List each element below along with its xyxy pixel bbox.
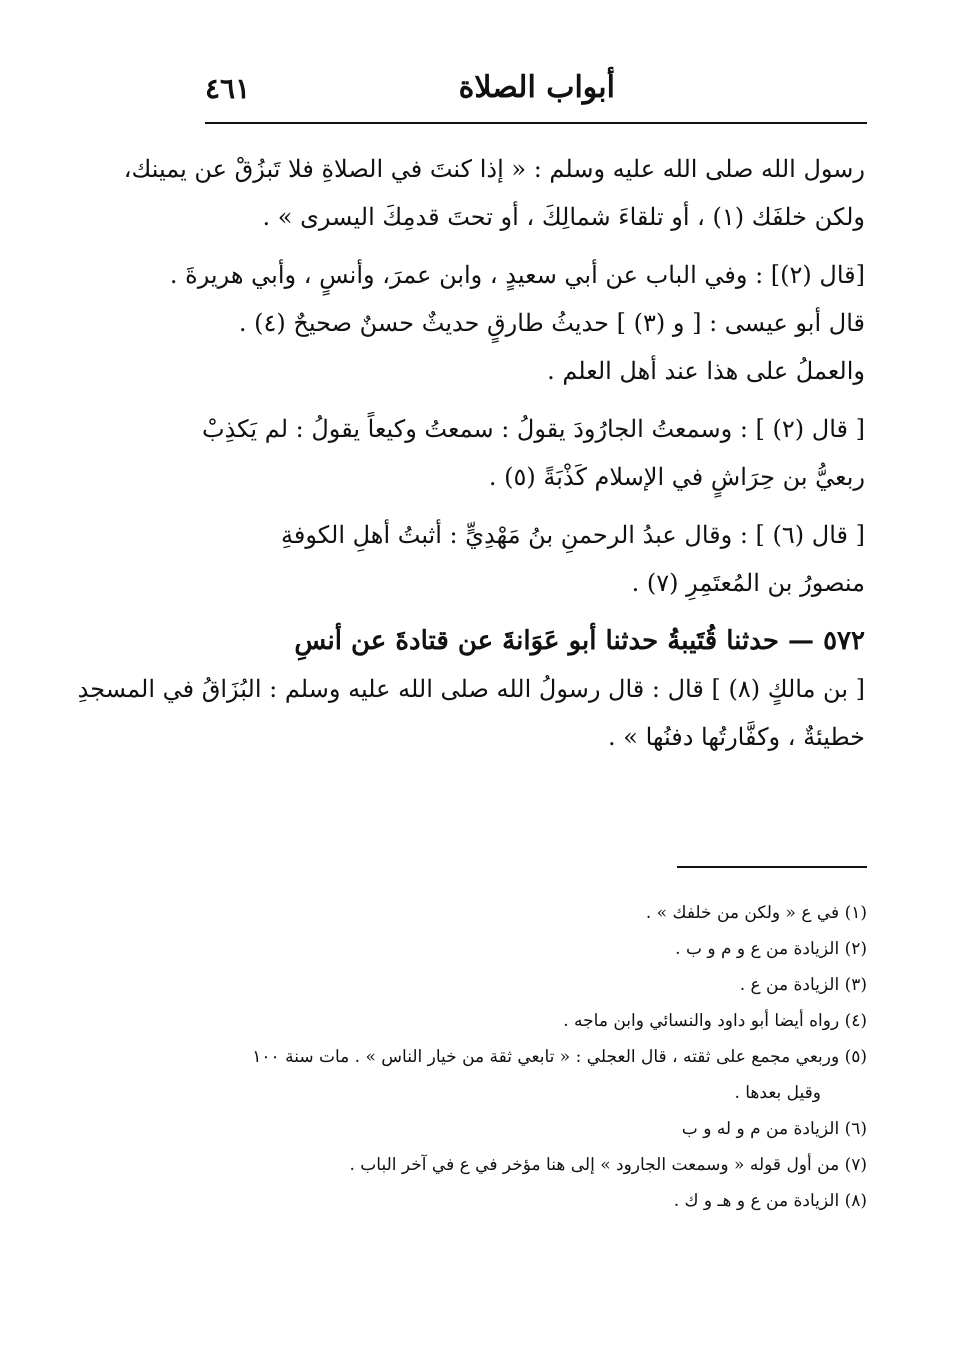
- text-line: منصورُ بن المُعتَمِرِ (٧) .: [631, 569, 865, 597]
- footnote: (١) في ع « ولكن من خلفك » .: [645, 903, 867, 923]
- text-line: والعملُ على هذا عند أهل العلم .: [547, 357, 865, 385]
- footnotes: [205, 895, 867, 1219]
- spacer: [205, 501, 865, 511]
- spacer: [205, 241, 865, 251]
- footnote: (٨) الزيادة من ع و هـ و ك .: [673, 1191, 867, 1211]
- text-line: [قال (٢)] : وفي الباب عن أبي سعيدٍ ، وابن عمرَ، وأنسٍ ، وأبي هريرةَ .: [169, 261, 865, 289]
- page-number: ٤٦١: [205, 72, 251, 105]
- text-line: [ قال (٢) ] : وسمعتُ الجارُودَ يقولُ : سمعتُ وكيعاً يقولُ : لم يَكذِبْ: [201, 415, 865, 443]
- text-line: خطيئةٌ ، وكفَّارتُها دفنُها » .: [608, 723, 865, 751]
- footnote: (٥) وربعي مجمع على ثقته ، قال العجلي : « تابعي ثقة من خيار الناس » . مات سنة ١٠٠: [252, 1047, 867, 1067]
- footnote-rule: [677, 866, 867, 868]
- text-line: [ بن مالكٍ (٨) ] قال : قال رسولُ الله صلى الله عليه وسلم : البُزَاقُ في المسجدِ: [77, 675, 865, 703]
- text-line: قال أبو عيسى : [ و (٣) ] حديثُ طارقٍ حديثٌ حسنٌ صحيحٌ (٤) .: [238, 309, 865, 337]
- footnote: (٣) الزيادة من ع .: [739, 975, 867, 995]
- footnote: (٧) من أول قوله « وسمعت الجارود » إلى هنا مؤخر في ع في آخر الباب .: [349, 1155, 867, 1175]
- footnote: (٦) الزيادة من م و له و ب: [681, 1119, 867, 1139]
- text-line: ربعيُّ بن حِرَاشٍ في الإسلام كَذْبَةً (٥) .: [488, 463, 865, 491]
- footnote: (٢) الزيادة من ع و م و ب .: [675, 939, 867, 959]
- text-line: رسول الله صلى الله عليه وسلم : « إذا كنتَ في الصلاةِ فلا تَبزُقْ عن يمينك،: [123, 155, 865, 183]
- hadith-heading-line: ٥٧٢ — حدثنا قُتَيبةُ حدثنا أبو عَوَانةَ عن قتادةَ عن أنسِ: [294, 626, 865, 656]
- header-rule: [205, 122, 867, 124]
- spacer: [205, 395, 865, 405]
- footnote: (٤) رواه أيضا أبو داود والنسائي وابن ماجه .: [563, 1011, 867, 1031]
- text-line: ولكن خلفَك (١) ، أو تلقاءَ شمالِكَ ، أو تحتَ قدمِكَ اليسرى » .: [262, 203, 865, 231]
- spacer: [205, 607, 865, 617]
- footnote-continuation: وقيل بعدها .: [734, 1083, 821, 1103]
- chapter-title: أبواب الصلاة: [458, 70, 615, 105]
- main-text: [77, 145, 865, 761]
- running-header: [205, 62, 865, 120]
- text-line: [ قال (٦) ] : وقال عبدُ الرحمنِ بنُ مَهْدِيٍّ : أثبتُ أهلِ الكوفةِ: [281, 521, 865, 549]
